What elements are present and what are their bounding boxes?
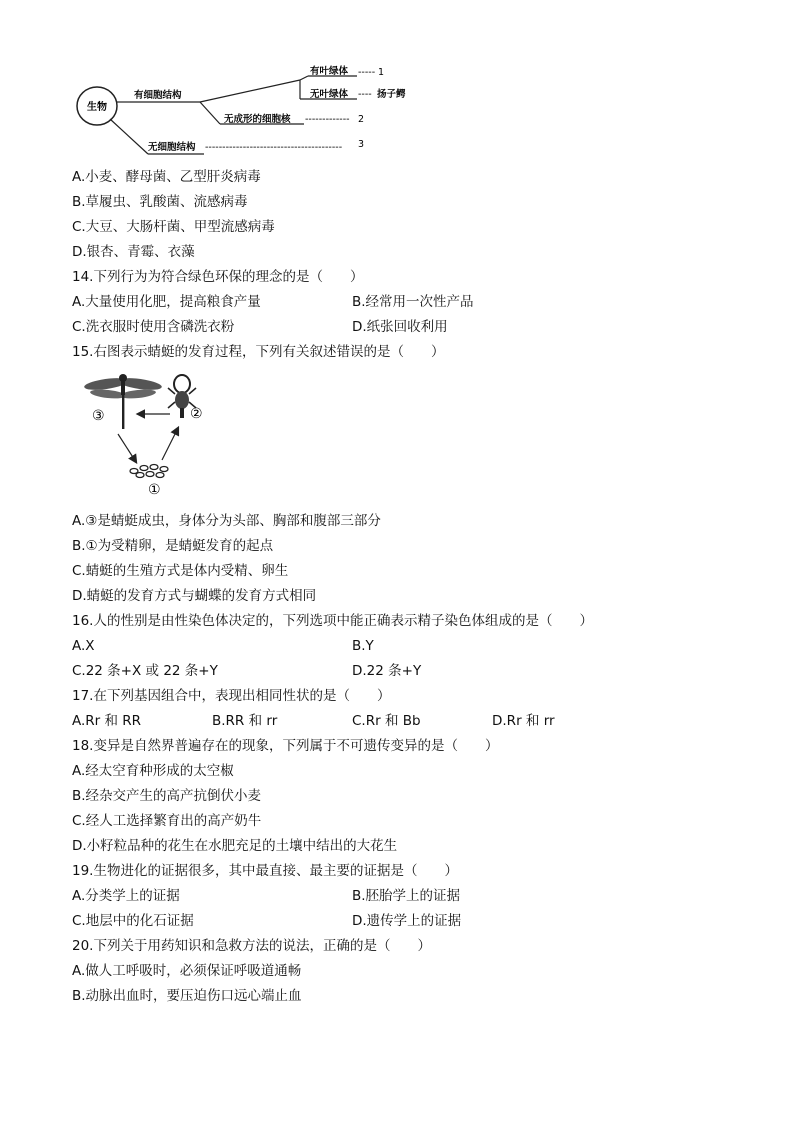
q19-stem: 19.生物进化的证据很多，其中最直接、最主要的证据是（ ） [72,863,458,879]
q17-stem: 17.在下列基因组合中，表现出相同性状的是（ ） [72,688,391,704]
q17-option-d: D.Rr 和 rr [492,713,555,729]
arrow-eggs-to-nymph [162,428,178,460]
q14-option-d: D.纸张回收利用 [352,319,448,335]
q19-option-a: A.分类学上的证据 [72,888,180,904]
branch-cell-label: 有细胞结构 [134,90,182,101]
dash-line: ---- [358,89,372,100]
q18-stem: 18.变异是自然界普遍存在的现象，下列属于不可遗传变异的是（ ） [72,738,499,754]
q18-option-d: D.小籽粒品种的花生在水肥充足的土壤中结出的大花生 [72,838,398,854]
dash-line: ----- [358,67,376,78]
q13-option-a: A.小麦、酵母菌、乙型肝炎病毒 [72,169,261,185]
q16-stem: 16.人的性别是由性染色体决定的，下列选项中能正确表示精子染色体组成的是（ ） [72,613,593,629]
q19-option-c: C.地层中的化石证据 [72,913,194,929]
branch-line [110,119,148,154]
q16-option-c: C.22 条+X 或 22 条+Y [72,663,218,679]
example-label: 扬子鳄 [377,89,406,100]
root-label: 生物 [87,102,107,113]
q14-option-c: C.洗衣服时使用含磷洗衣粉 [72,319,235,335]
leaf-chloro-label: 有叶绿体 [310,66,349,77]
q20-option-a: A.做人工呼吸时，必须保证呼吸道通畅 [72,963,302,979]
branch-line [200,102,220,124]
dragonfly-lifecycle-diagram [78,372,218,500]
classification-diagram [72,62,417,162]
q19-option-b: B.胚胎学上的证据 [352,888,461,904]
arrow-adult-to-eggs [118,434,136,462]
number-1: 1 [378,67,385,78]
number-3: 3 [358,139,365,150]
q14-stem: 14.下列行为为符合绿色环保的理念的是（ ） [72,269,364,285]
leaf-nonucleus-label: 无成形的细胞核 [224,114,291,125]
q19-option-d: D.遗传学上的证据 [352,913,462,929]
q18-option-a: A.经太空育种形成的太空椒 [72,763,234,779]
q13-option-d: D.银杏、青霉、衣藻 [72,244,195,260]
q15-option-c: C.蜻蜓的生殖方式是体内受精、卵生 [72,563,289,579]
q20-option-b: B.动脉出血时，要压迫伤口远心端止血 [72,988,302,1004]
leaf-nochloro-label: 无叶绿体 [310,89,349,100]
q13-option-c: C.大豆、大肠杆菌、甲型流感病毒 [72,219,275,235]
stage-1-label: ① [148,482,161,498]
q15-option-b: B.①为受精卵，是蜻蜓发育的起点 [72,538,274,554]
dash-line: ------------- [305,114,350,125]
q13-option-b: B.草履虫、乳酸菌、流感病毒 [72,194,248,210]
q15-stem: 15.右图表示蜻蜓的发育过程，下列有关叙述错误的是（ ） [72,344,445,360]
q16-option-b: B.Y [352,638,374,654]
q18-option-c: C.经人工选择繁育出的高产奶牛 [72,813,262,829]
dash-line: ---------------------------------------- [205,142,343,153]
q17-option-c: C.Rr 和 Bb [352,713,421,729]
q20-stem: 20.下列关于用药知识和急救方法的说法，正确的是（ ） [72,938,431,954]
q17-option-a: A.Rr 和 RR [72,713,142,729]
branch-line [200,80,300,102]
q16-option-a: A.X [72,638,95,654]
eggs-icon [130,465,168,478]
branch-line [300,76,308,80]
stage-3-label: ③ [92,408,105,424]
q17-option-b: B.RR 和 rr [212,713,278,729]
branch-nocell-label: 无细胞结构 [148,142,196,153]
q15-option-d: D.蜻蜓的发育方式与蝴蝶的发育方式相同 [72,588,317,604]
q15-option-a: A.③是蜻蜓成虫，身体分为头部、胸部和腹部三部分 [72,513,381,529]
q18-option-b: B.经杂交产生的高产抗倒伏小麦 [72,788,262,804]
q16-option-d: D.22 条+Y [352,663,422,679]
q14-option-a: A.大量使用化肥，提高粮食产量 [72,294,261,310]
number-2: 2 [358,114,365,125]
q14-option-b: B.经常用一次性产品 [352,294,474,310]
stage-2-label: ② [190,406,203,422]
